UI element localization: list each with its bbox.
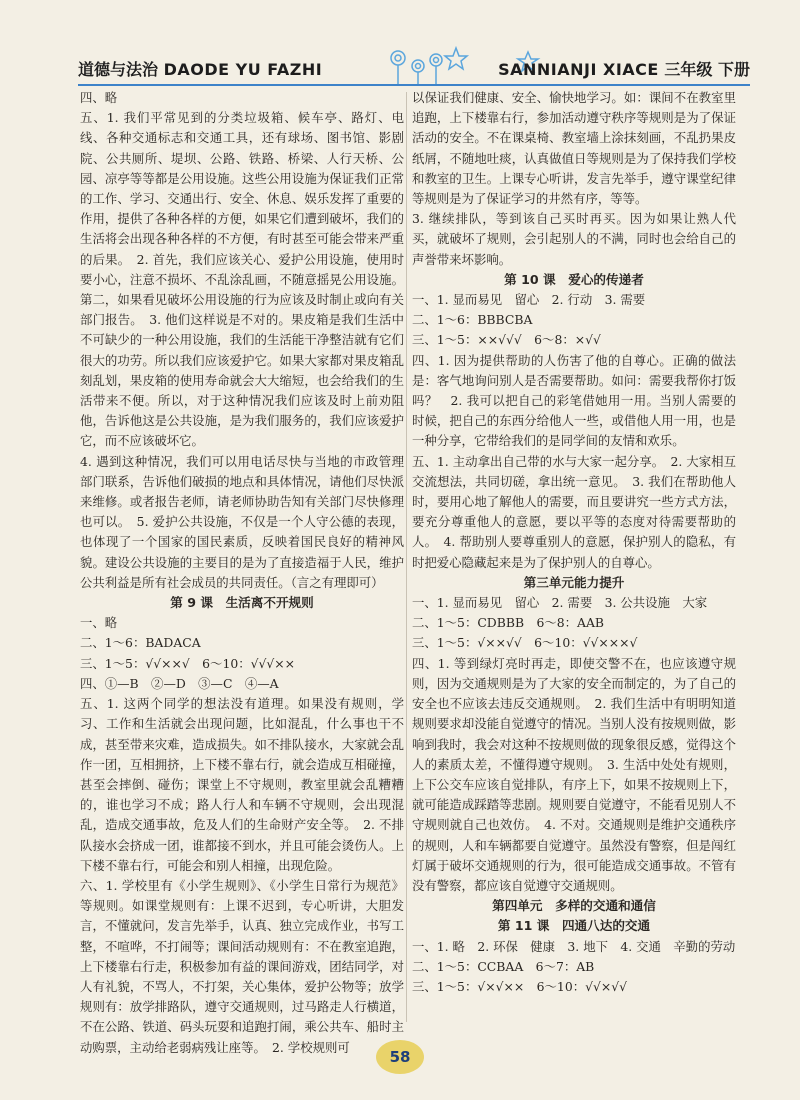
unit-heading: 第四单元 多样的交通和通信 [492, 898, 656, 914]
lesson-heading: 第 9 课 生活离不开规则 [170, 595, 314, 611]
right-column [412, 88, 736, 997]
lesson-heading: 第 11 课 四通八达的交通 [497, 918, 651, 934]
answer-paragraph: 三、1～5：√×√×× 6～10：√√×√√ [412, 978, 628, 994]
answer-paragraph: 五、1. 主动拿出自己带的水与大家一起分享。 2. 大家相互交流想法，共同切磋，拿出统一意见。 3. 我们在帮助他人时，要用心地了解他人的需要，而且要讲究一些方式方法，要充分尊重他人的意愿，要以平等的态度对待需要帮助的人。 4. 帮助别人要尊重别人的意愿，保护别人的隐私，有时把爱心隐藏起来是为了保护别人的自尊心。 [412, 453, 736, 570]
answer-paragraph: 三、1～5：××√√√ 6～8：×√√ [412, 332, 601, 348]
header-grade-cn: 三年级 下册 [664, 60, 750, 79]
answer-paragraph: 4. 遇到这种情况，我们可以用电话尽快与当地的市政管理部门联系，告诉他们破损的地点和具体情况，请他们尽快派来维修。或者报告老师，请老师协助告知有关部门尽快修理也可以。 5. 爱护公共设施，不仅是一个人守公德的表现，也体现了一个国家的国民素质，反映着国民良好的精神风貌。建设公共设施的主要目的是为了直接造福于人民，维护公共利益是所有社会成员的共同责任。（言之有理即可） [80, 453, 404, 590]
header-grade-pinyin: SANNIANJI XIACE [498, 60, 659, 79]
header-subject [78, 57, 322, 80]
answer-paragraph: 一、1. 显而易见 留心 2. 需要 3. 公共设施 大家 [412, 595, 708, 611]
answer-paragraph: 二、1～6：BADACA [80, 635, 201, 651]
answer-paragraph: 一、略 [80, 615, 118, 631]
lesson-heading: 第 10 课 爱心的传递者 [504, 271, 644, 287]
answer-paragraph: 四、1. 等到绿灯亮时再走，即使交警不在，也应该遵守规则，因为交通规则是为了大家的安全而制定的，为了自己的安全也不应该去违反交通规则。 2. 我们生活中有明明知道规则要求却没能自觉遵守的情况。当别人没有按规则做，影响到我时，我会对这种不按规则做的现象很反感，觉得这个人的素质太差，不懂得遵守规则。 3. 生活中处处有规则，上下公交车应该自觉排队，有序上下，如果不按规则上下，就可能造成踩踏等悲剧。规则要自觉遵守，不能看见别人不守规则就自己也效仿。 4. 不对。交通规则是维护交通秩序的规则，人和车辆都要自觉遵守。虽然没有警察，但是闯红灯属于破坏交通规则的行为，很可能造成交通事故。不管有没有警察，都应该自觉遵守交通规则。 [412, 655, 736, 893]
page-header [78, 44, 750, 86]
header-subject-cn: 道德与法治 [78, 60, 159, 79]
column-divider [406, 92, 407, 1022]
answer-paragraph: 四、略 [80, 90, 118, 105]
answer-paragraph: 一、1. 略 2. 环保 健康 3. 地下 4. 交通 辛勤的劳动 [412, 938, 736, 954]
header-grade [498, 57, 750, 80]
answer-paragraph: 二、1～6：BBBCBA [412, 312, 533, 328]
page-number-badge [372, 1036, 428, 1080]
answer-paragraph: 二、1～5：CDBBB 6～8：AAB [412, 615, 605, 631]
answer-paragraph: 四、1. 因为提供帮助的人伤害了他的自尊心。正确的做法是：客气地询问别人是否需要帮助。如问：需要我帮你打饭吗？ 2. 我可以把自己的彩笔借她用一用。当别人需要的时候，把自己的东西分给他人一些，或借他人用一用，也是一种分享，它带给我们的是同学间的友情和欢乐。 [412, 352, 736, 449]
unit-heading: 第三单元能力提升 [523, 574, 625, 590]
answer-paragraph: 五、1. 我们平常见到的分类垃圾箱、候车亭、路灯、电线、各种交通标志和交通工具，还有球场、图书馆、影剧院、公共厕所、堤坝、公路、铁路、桥梁、人行天桥、公园、凉亭等等都是公用设施。这些公用设施为保证我们正常的工作、学习、交通出行、安全、休息、娱乐发挥了重要的作用，提供了各种各样的方便，如果它们遭到破坏，我们的生活将会出现各种各样的不方便，有时甚至可能会带来严重的后果。 2. 首先，我们应该关心、爱护公用设施，使用时要小心，注意不损坏、不乱涂乱画，不随意摇晃公用设施。第二，如果看见破坏公用设施的行为应该及时制止或向有关部门报告。 3. 他们这样说是不对的。果皮箱是我们生活中不可缺少的一种公用设施，我们的生活能干净整洁就有它们很大的功劳。所以我们应该爱护它。如果大家都对果皮箱乱刻乱划，果皮箱的使用寿命就会大大缩短，也会给我们的生活带来不便。所以，对于这种情况我们应该及时上前劝阻他，告诉他这是公共设施，是为我们服务的，我们应该爱护它，而不应该破坏它。 [80, 110, 404, 449]
page-number: 58 [389, 1048, 411, 1066]
answer-paragraph: 四、①—B ②—D ③—C ④—A [80, 675, 279, 691]
answer-paragraph: 一、1. 显而易见 留心 2. 行动 3. 需要 [412, 292, 646, 308]
answer-paragraph: 三、1～5：√√××√ 6～10：√√√×× [80, 655, 296, 671]
answer-paragraph: 六、1. 学校里有《小学生规则》、《小学生日常行为规范》等规则。如课堂规则有：上课不迟到，专心听讲，大胆发言，不懂就问，发言先举手，认真、独立完成作业，书写工整，不喧哗，不打闹等；课间活动规则有：不在教室追跑，上下楼靠右行走，积极参加有益的课间游戏，团结同学，对人有礼貌，不骂人，不打架，关心集体，爱护公物等；放学规则有：放学排路队，遵守交通规则，过马路走人行横道，不在公路、铁道、码头玩耍和追跑打闹，乘公共车、船时主动购票，主动给老弱病残让座等。 2. 学校规则可 [80, 877, 404, 1055]
left-column [80, 88, 404, 1058]
answer-paragraph: 二、1～5：CCBAA 6～7：AB [412, 958, 595, 974]
answer-paragraph: 五、1. 这两个同学的想法没有道理。如果没有规则，学习、工作和生活就会出现问题，比如混乱，什么事也干不成，甚至带来灾难，造成损失。如不排队接水，大家就会乱作一团，互相拥挤，上下楼不靠右行，就会造成互相碰撞，甚至会摔倒、碰伤；课堂上不守规则，教室里就会乱糟糟的，谁也学习不成；路人行人和车辆不守规则，会出现混乱，造成交通事故，危及人们的生命财产安全等。 2. 不排队接水会挤成一团，谁都接不到水，并且可能会烫伤人。上下楼不靠右行，可能会和别人相撞，出现危险。 [80, 696, 404, 873]
answer-paragraph: 以保证我们健康、安全、愉快地学习。如：课间不在教室里追跑，上下楼靠右行，参加活动遵守秩序等规则是为了保证活动的安全。不在课桌椅、教室墙上涂抹刻画，不乱扔果皮纸屑，不随地吐痰，认真做值日等规则是为了保持我们学校和教室的卫生。上课专心听讲，发言先举手，遵守课堂纪律等规则是为了保证学习的井然有序，等等。 [412, 90, 736, 207]
header-subject-pinyin: DAODE YU FAZHI [163, 60, 323, 79]
answer-paragraph: 三、1～5：√××√√ 6～10：√√×××√ [412, 635, 638, 651]
answer-paragraph: 3. 继续排队，等到该自己买时再买。因为如果让熟人代买，就破坏了规则，会引起别人的不满，同时也会给自己的声誉带来坏影响。 [412, 211, 736, 267]
